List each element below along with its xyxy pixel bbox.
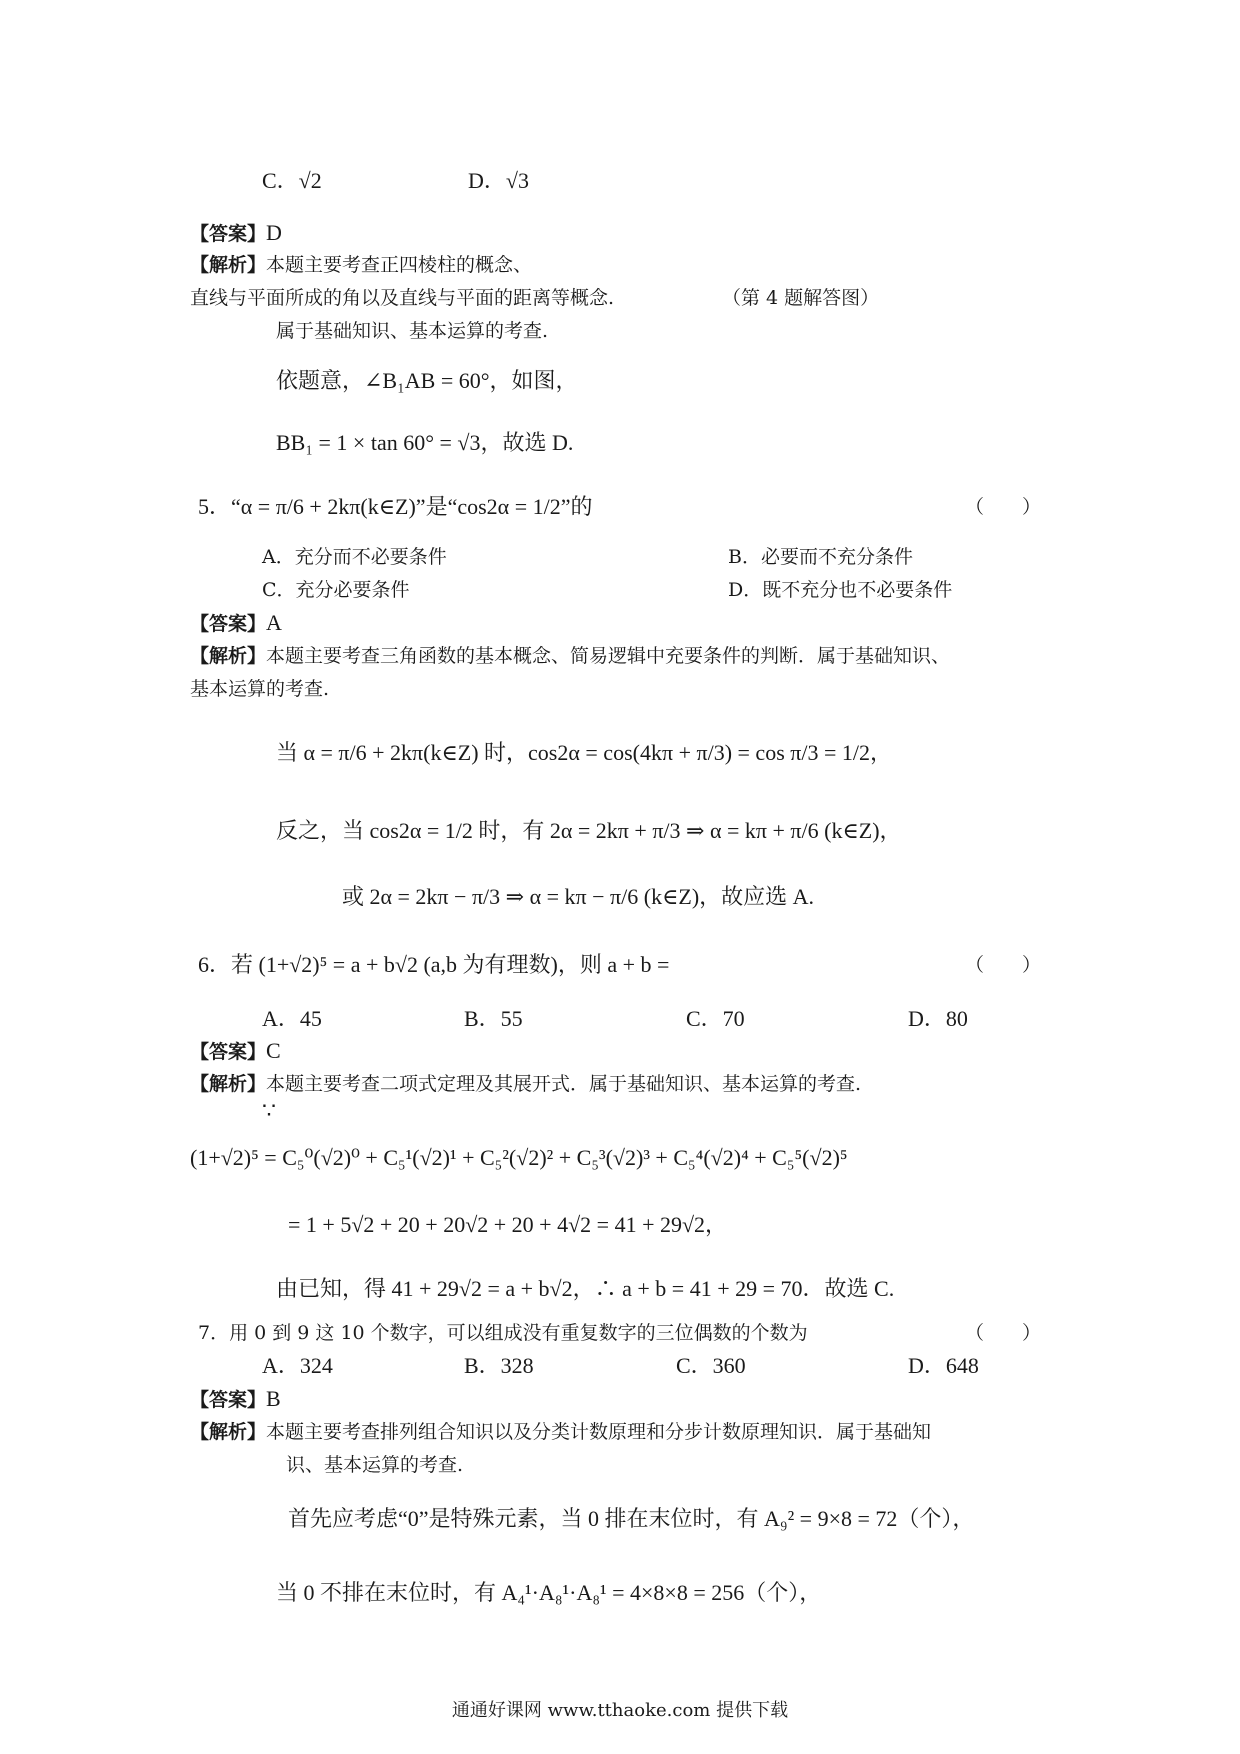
answer-value: A <box>266 610 282 635</box>
q4-figure-caption: （第 4 题解答图） <box>722 287 880 309</box>
analysis-label: 【解析】 <box>190 254 267 276</box>
q4-option-d: D．√3 <box>468 168 529 193</box>
q6-stem: 6．若 (1+√2)⁵ = a + b√2 (a,b 为有理数)，则 a + b = <box>198 952 670 977</box>
q7-analysis <box>190 1419 931 1445</box>
q5-step-2: 反之，当 cos2α = 1/2 时，有 2α = 2kπ + π/3 ⇒ α = kπ + π/6 (k∈Z)， <box>276 818 902 843</box>
q6-answer <box>190 1038 281 1065</box>
answer-label: 【答案】 <box>190 223 267 245</box>
q7-option-c: C．360 <box>676 1353 746 1378</box>
q4-step-1: 依题意，∠B₁AB = 60°，如图， <box>276 368 578 393</box>
answer-label: 【答案】 <box>190 1389 267 1411</box>
answer-label: 【答案】 <box>190 613 267 635</box>
q7-option-d: D．648 <box>908 1353 979 1378</box>
because-symbol: ∵ <box>262 1098 276 1123</box>
q5-option-c: C．充分必要条件 <box>262 579 410 601</box>
q5-step-3: 或 2α = 2kπ − π/3 ⇒ α = kπ − π/6 (k∈Z)，故应选 A. <box>342 884 815 909</box>
q6-expansion: (1+√2)⁵ = C₅⁰(√2)⁰ + C₅¹(√2)¹ + C₅²(√2)² + C₅³(√2)³ + C₅⁴(√2)⁴ + C₅⁵(√2)⁵ <box>190 1145 848 1170</box>
q5-step-1: 当 α = π/6 + 2kπ(k∈Z) 时，cos2α = cos(4kπ + π/3) = cos π/3 = 1/2， <box>276 740 892 765</box>
q7-analysis-line-2: 识、基本运算的考查. <box>286 1454 464 1476</box>
q7-option-b: B．328 <box>464 1353 534 1378</box>
answer-value: B <box>266 1386 281 1411</box>
q5-option-a: A．充分而不必要条件 <box>262 546 447 568</box>
analysis-text: 本题主要考查正四棱柱的概念、 <box>266 254 533 276</box>
q6-conclusion: 由已知，得 41 + 29√2 = a + b√2，∴ a + b = 41 + 29 = 70．故选 C. <box>276 1276 895 1301</box>
q5-option-b: B．必要而不充分条件 <box>728 546 913 568</box>
analysis-label: 【解析】 <box>190 1421 267 1443</box>
q6-option-d: D．80 <box>908 1006 968 1031</box>
q5-analysis-line-2: 基本运算的考查. <box>190 678 330 700</box>
q6-option-b: B．55 <box>464 1006 523 1031</box>
page-footer: 通通好课网 www.tthaoke.com 提供下载 <box>451 1700 789 1721</box>
q6-option-c: C．70 <box>686 1006 745 1031</box>
q6-analysis <box>190 1071 861 1097</box>
analysis-text: 本题主要考查二项式定理及其展开式．属于基础知识、基本运算的考查. <box>266 1073 862 1095</box>
q7-bracket: （ ） <box>965 1322 1042 1344</box>
q7-stem: 7．用 0 到 9 这 10 个数字，可以组成没有重复数字的三位偶数的个数为 <box>198 1322 808 1344</box>
analysis-label: 【解析】 <box>190 645 267 667</box>
analysis-text: 本题主要考查排列组合知识以及分类计数原理和分步计数原理知识．属于基础知 <box>266 1421 932 1443</box>
analysis-label: 【解析】 <box>190 1073 267 1095</box>
analysis-text: 本题主要考查三角函数的基本概念、简易逻辑中充要条件的判断．属于基础知识、 <box>266 645 951 667</box>
answer-value: C <box>266 1038 281 1063</box>
q7-answer <box>190 1386 281 1413</box>
q5-bracket: （ ） <box>965 496 1042 518</box>
answer-label: 【答案】 <box>190 1041 267 1063</box>
q7-option-a: A．324 <box>262 1353 333 1378</box>
q4-step-2: BB₁ = 1 × tan 60° = √3，故选 D. <box>276 430 574 455</box>
q5-option-d: D．既不充分也不必要条件 <box>728 579 953 601</box>
q6-sum: = 1 + 5√2 + 20 + 20√2 + 20 + 4√2 = 41 + 29√2， <box>288 1212 728 1237</box>
q4-answer <box>190 220 282 247</box>
q5-stem: 5．“α = π/6 + 2kπ(k∈Z)”是“cos2α = 1/2”的 <box>198 494 593 519</box>
q5-analysis <box>190 643 950 669</box>
q6-bracket: （ ） <box>965 954 1042 976</box>
q4-analysis <box>190 252 532 278</box>
answer-value: D <box>266 220 282 245</box>
q5-answer <box>190 610 282 637</box>
q4-option-c: C．√2 <box>262 168 322 193</box>
q7-step-2: 当 0 不排在末位时，有 A₄¹·A₈¹·A₈¹ = 4×8×8 = 256（个）， <box>276 1580 822 1605</box>
q4-analysis-line-2: 直线与平面所成的角以及直线与平面的距离等概念. <box>190 287 615 309</box>
q7-step-1: 首先应考虑“0”是特殊元素，当 0 排在末位时，有 A₉² = 9×8 = 72（个）， <box>288 1506 975 1531</box>
q4-analysis-line-3: 属于基础知识、基本运算的考查. <box>276 320 549 342</box>
q6-option-a: A．45 <box>262 1006 322 1031</box>
